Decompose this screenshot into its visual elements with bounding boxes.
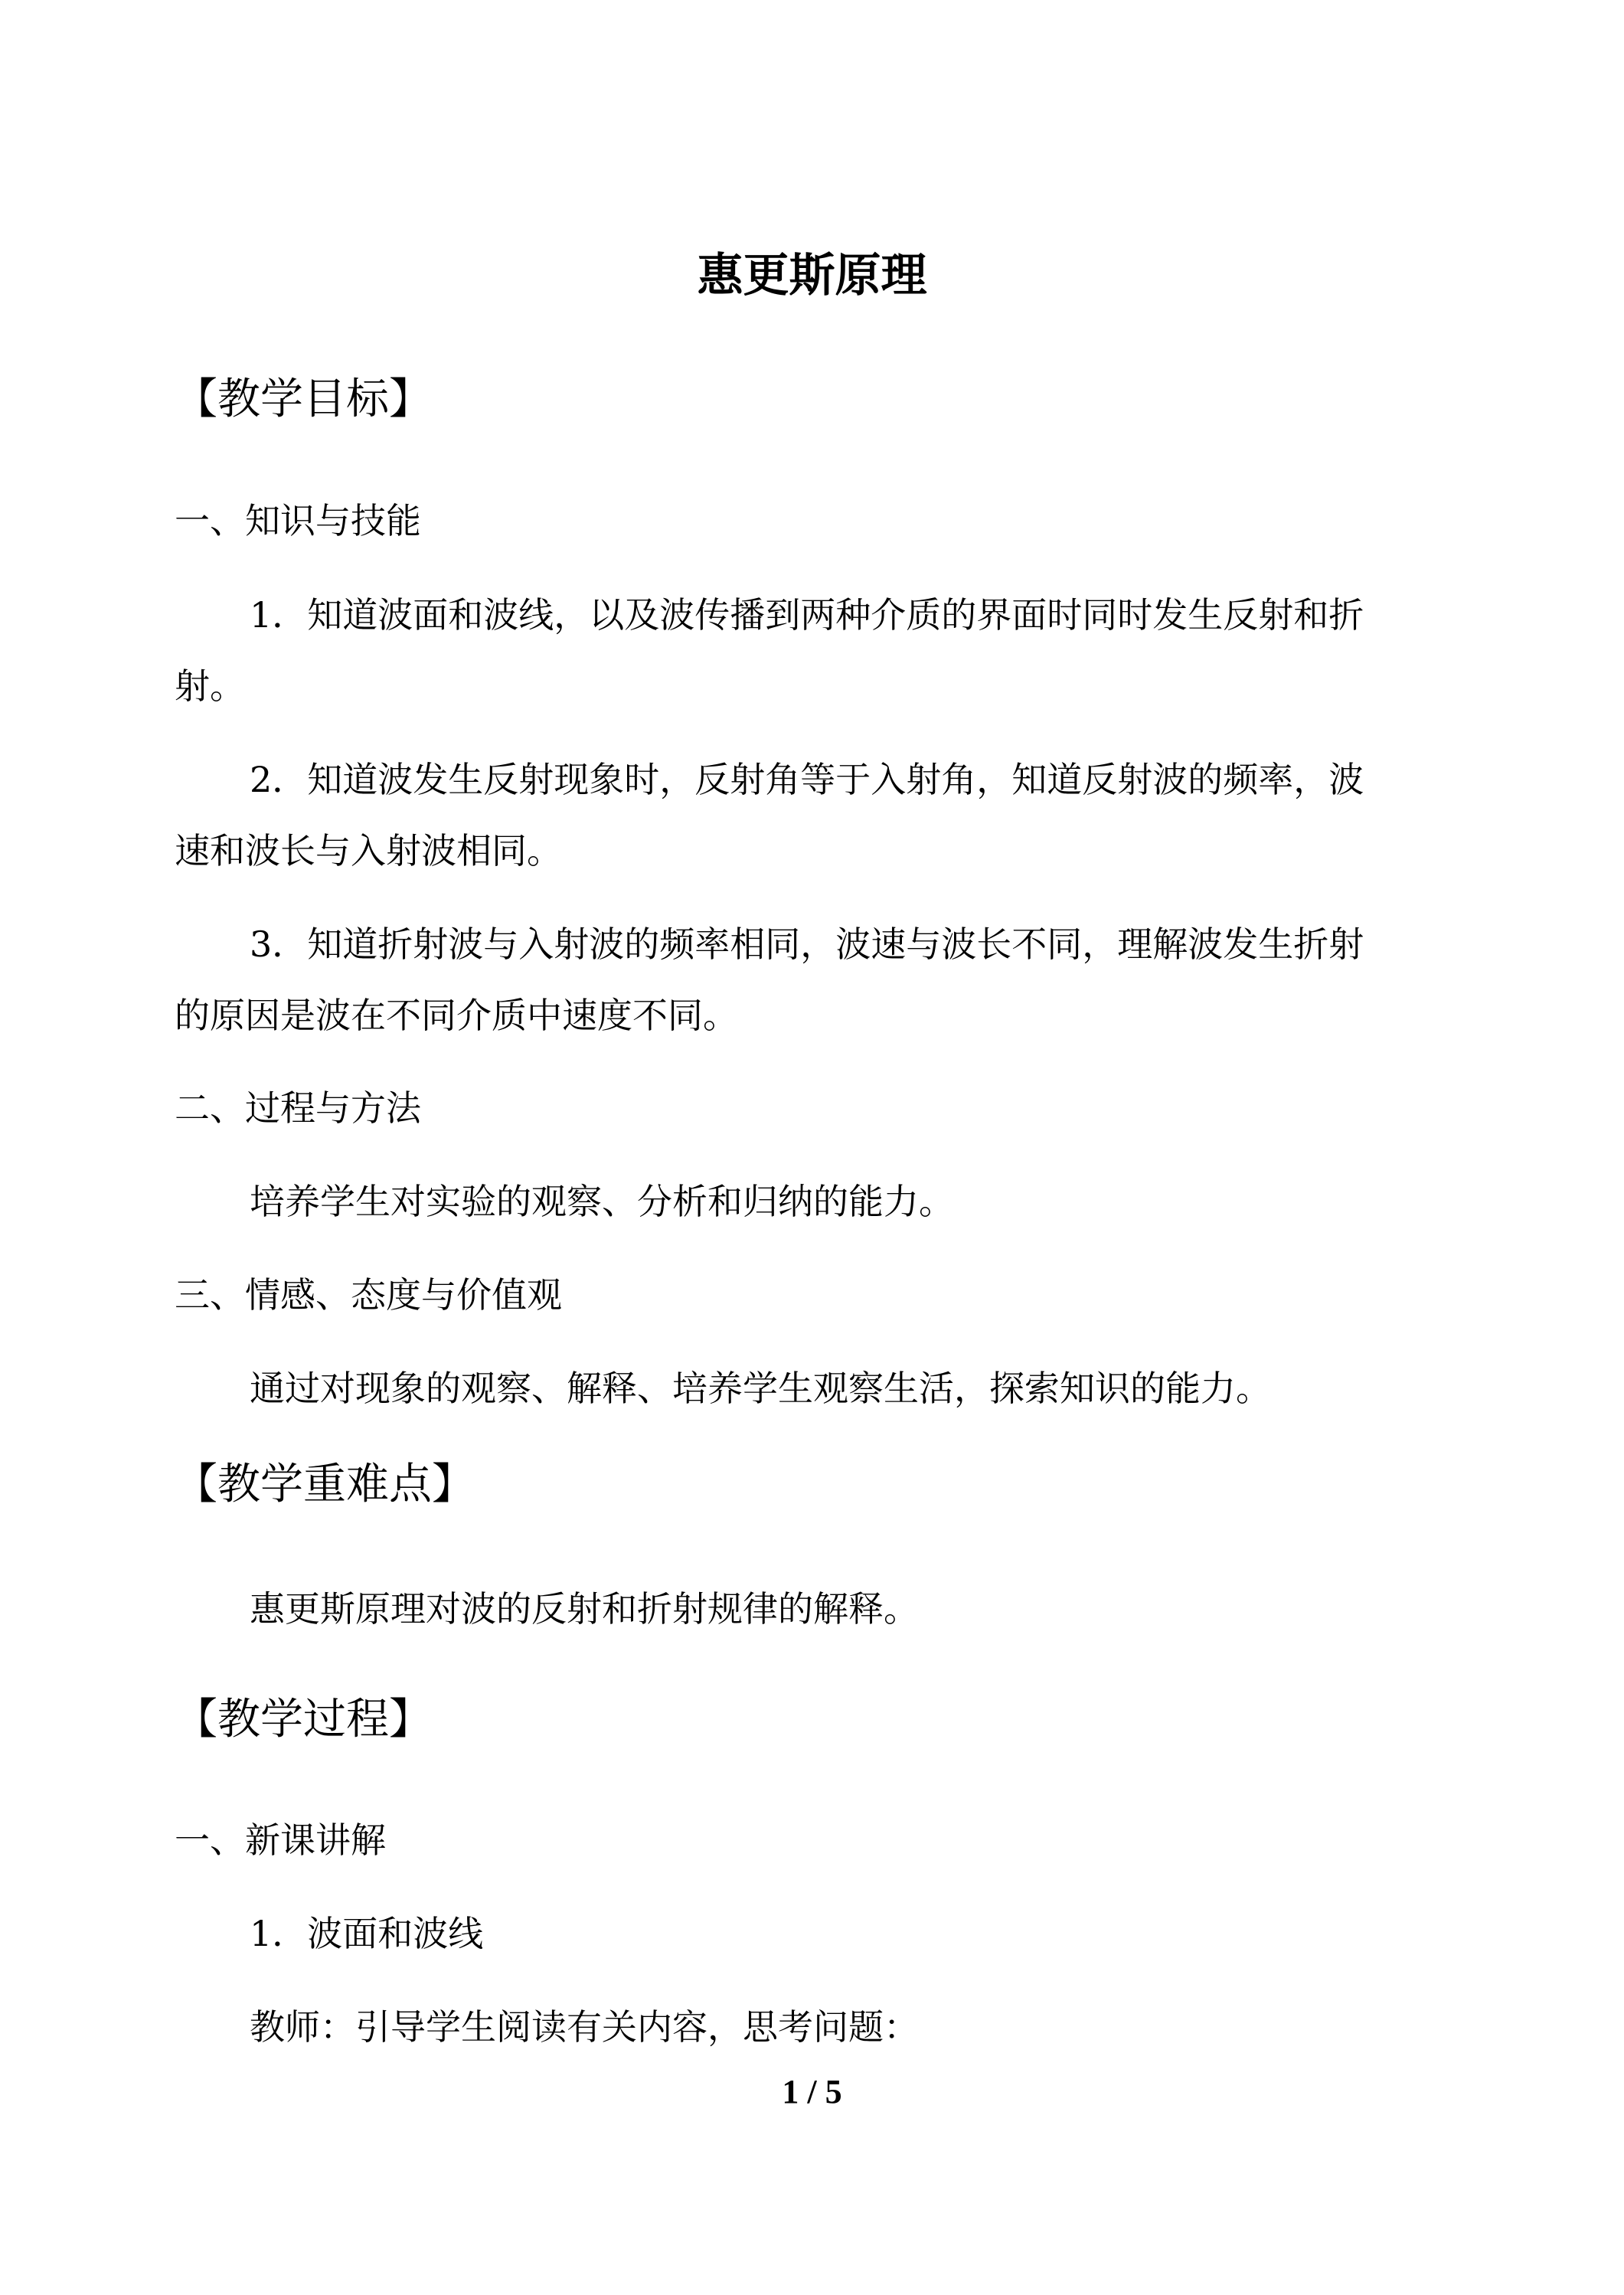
process-methods-text: 培养学生对实验的观察、分析和归纳的能力。: [250, 1181, 954, 1222]
emotion-values-text: 通过对现象的观察、解释、培养学生观察生活，探索知识的能力。: [250, 1368, 1271, 1409]
lesson-item-1: 1．波面和波线: [250, 1913, 484, 1954]
objective-item-2-line-2: 速和波长与入射波相同。: [175, 830, 562, 871]
teacher-instruction-text: 教师：引导学生阅读有关内容，思考问题：: [250, 2006, 919, 2048]
subheading-new-lesson: 一、新课讲解: [175, 1819, 386, 1861]
subheading-process-methods: 二、过程与方法: [175, 1087, 421, 1129]
objective-item-2-line-1: 2．知道波发生反射现象时，反射角等于入射角，知道反射波的频率，波: [250, 759, 1364, 800]
key-points-text: 惠更斯原理对波的反射和折射规律的解释。: [250, 1588, 919, 1630]
objective-item-3-line-1: 3．知道折射波与入射波的频率相同，波速与波长不同，理解波发生折射: [250, 924, 1364, 965]
subheading-emotion-values: 三、情感、态度与价值观: [175, 1274, 562, 1316]
subheading-knowledge-skills: 一、知识与技能: [175, 500, 421, 541]
section-heading-objectives: 【教学目标】: [175, 374, 432, 424]
section-heading-procedure: 【教学过程】: [175, 1695, 432, 1744]
objective-item-3-line-2: 的原因是波在不同介质中速度不同。: [175, 995, 738, 1036]
page-number: 1 / 5: [782, 2073, 842, 2110]
objective-item-1-line-1: 1．知道波面和波线，以及波传播到两种介质的界面时同时发生反射和折: [250, 594, 1364, 636]
section-heading-key-points: 【教学重难点】: [175, 1460, 475, 1509]
document-title: 惠更斯原理: [697, 249, 927, 302]
objective-item-1-line-2: 射。: [175, 665, 245, 707]
